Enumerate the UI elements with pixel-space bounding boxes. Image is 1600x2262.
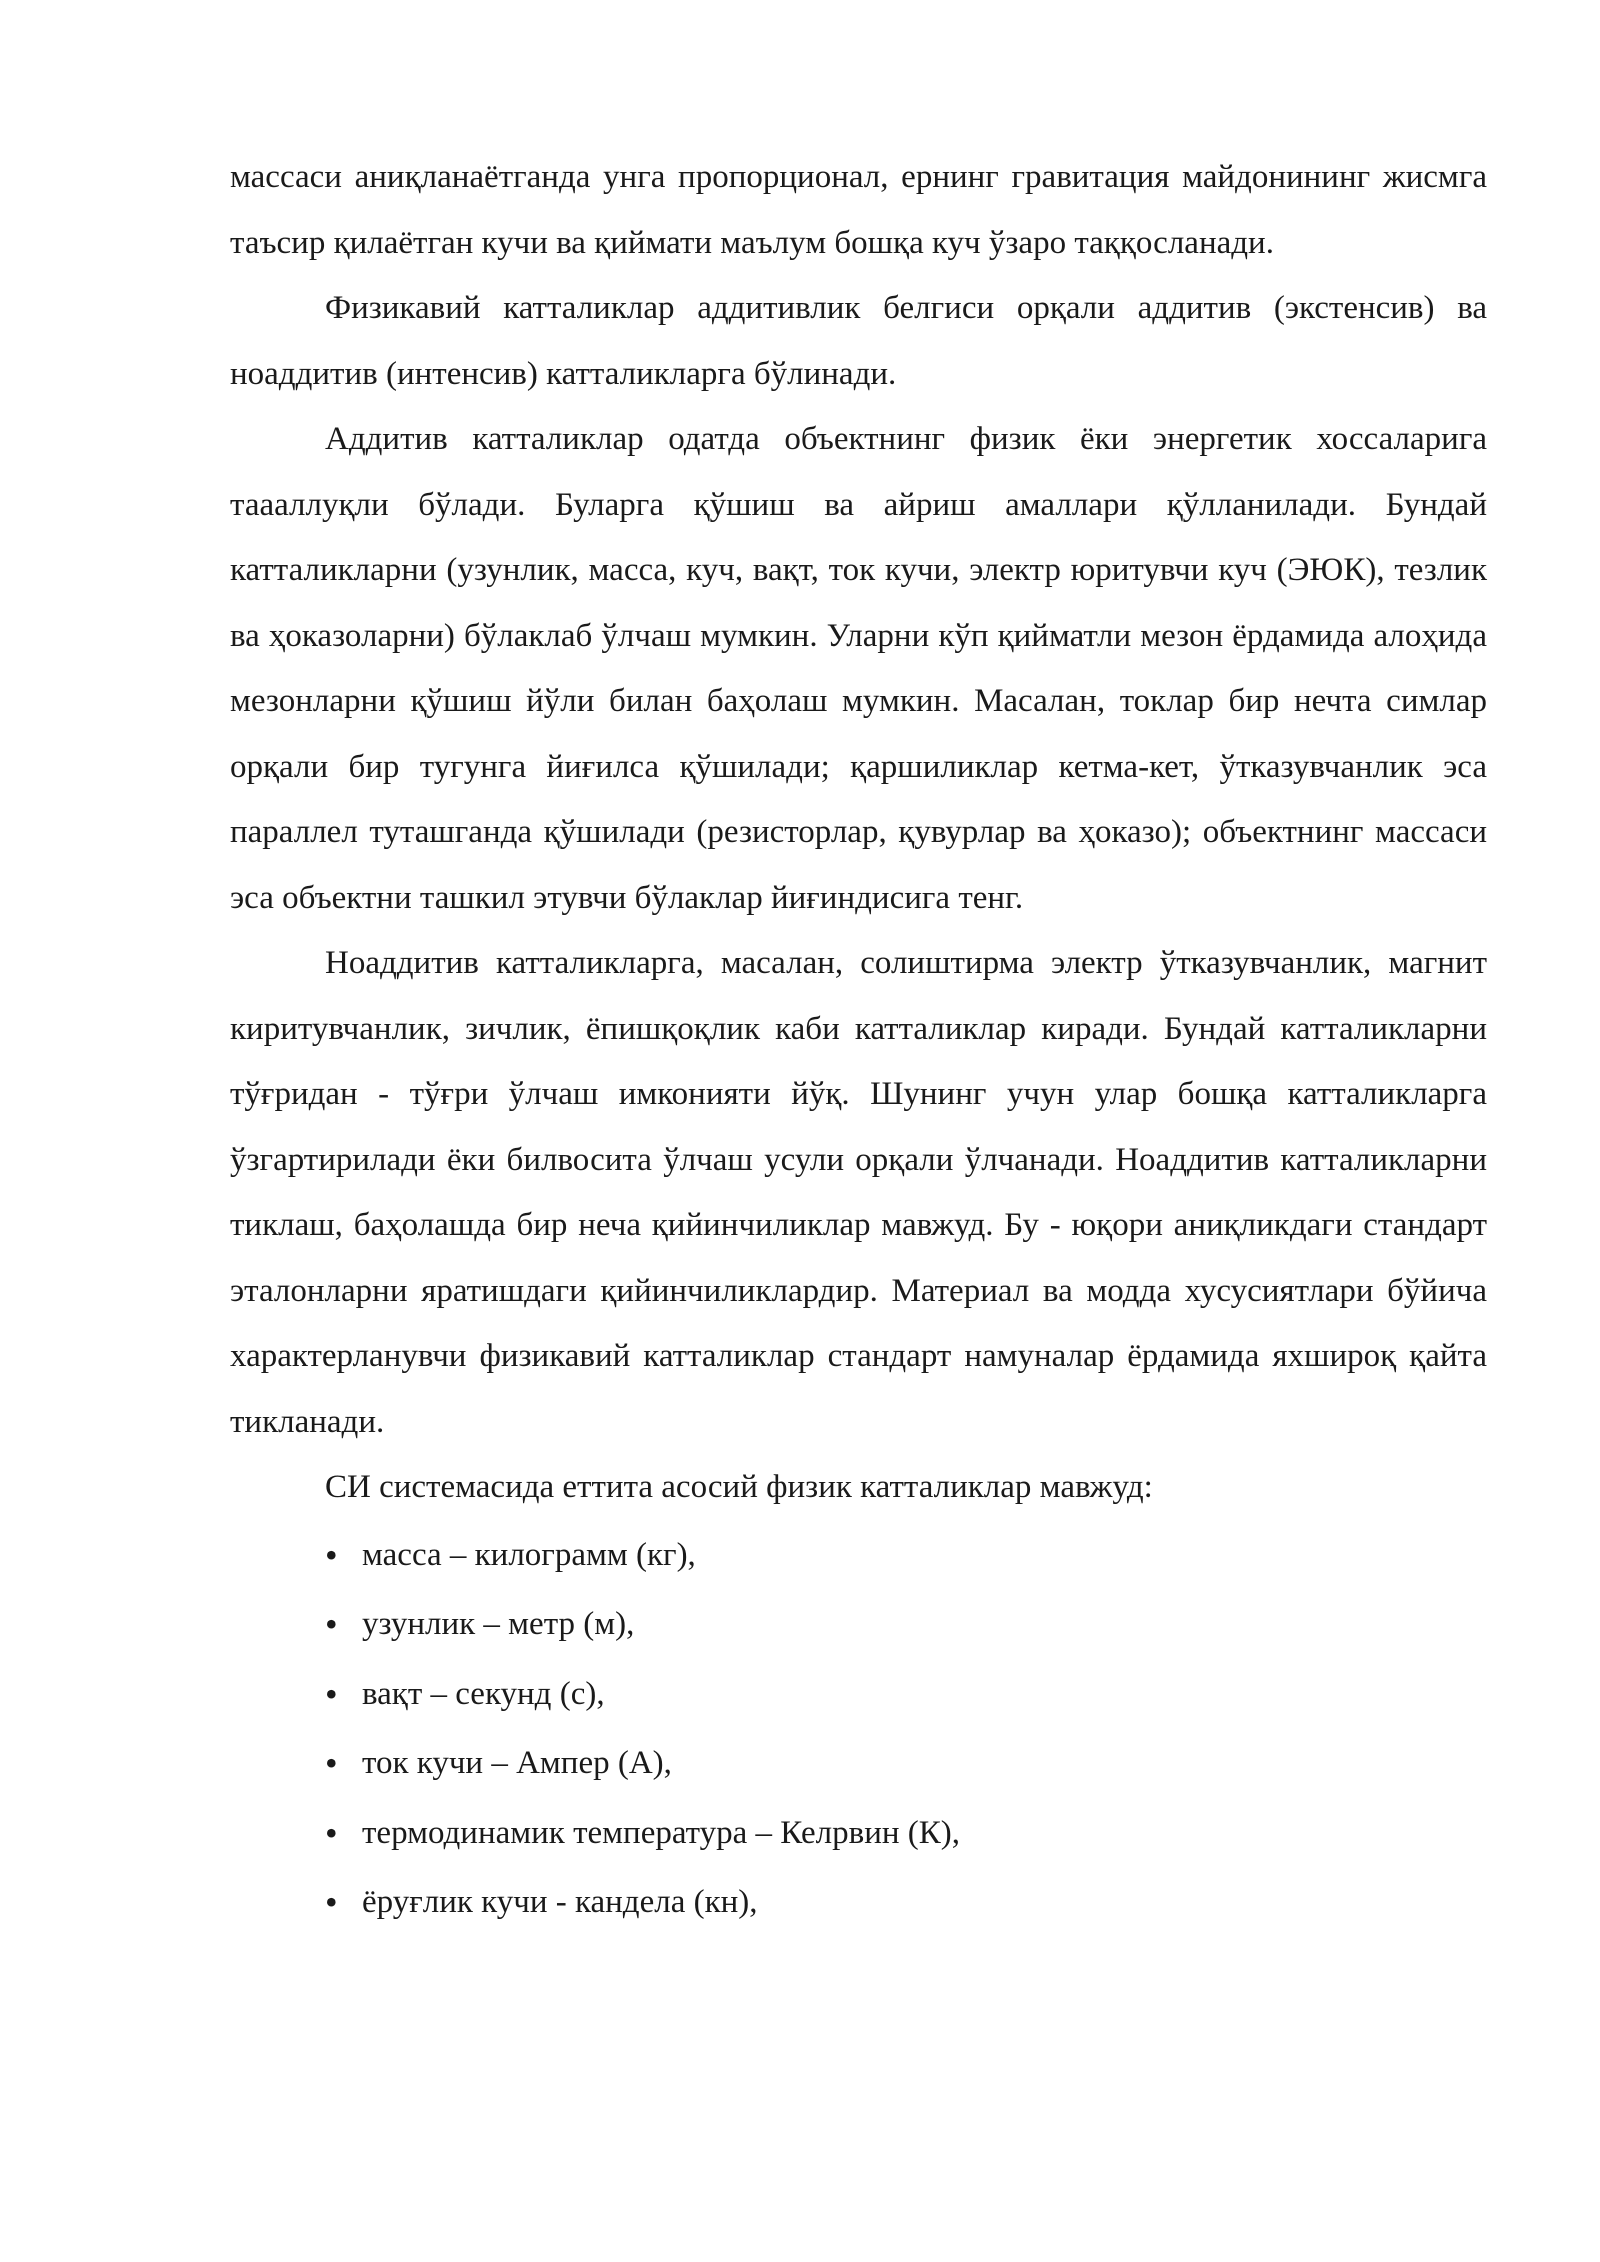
paragraph-si-intro: СИ системасида еттита асосий физик катталиклар мавжуд:: [325, 1469, 1153, 1505]
list-item-current: • ток кучи – Ампер (А),: [325, 1729, 1487, 1799]
paragraph-additive-quantities: Аддитив катталиклар одатда объектнинг физик ёки энергетик хоссаларига таааллуқли бўлади. Буларга қўшиш ва айриш амаллари қўлланилади. Бундай катталикларни (узунлик, масса, куч, вақт, ток кучи, электр юритувчи куч (ЭЮК), тезлик ва ҳоказоларни) бўлаклаб ўлчаш мумкин. Уларни кўп қийматли мезон ёрдамида алоҳида мезонларни қўшиш йўли билан баҳолаш мумкин. Масалан, токлар бир нечта симлар орқали бир тугунга йиғилса қўшилади; қаршиликлар кетма-кет, ўтказувчанлик эса параллел туташганда қўшилади (резисторлар, қувурлар ва ҳоказо); объектнинг массаси эса объектни ташкил этувчи бўлаклар йиғиндисига тенг.: [230, 421, 1487, 916]
paragraph-gravity-comparison: массаси аниқланаётганда унга пропорционал, ернинг гравитация майдонининг жисмга таъсир қилаётган кучи ва қиймати маълум бошқа куч ўзаро таққосланади.: [230, 159, 1487, 261]
list-item-temperature: • термодинамик температура – Келрвин (К),: [325, 1799, 1487, 1869]
list-item-time: • вақт – секунд (с),: [325, 1660, 1487, 1730]
list-item-length: • узунлик – метр (м),: [325, 1590, 1487, 1660]
document-page: [230, 145, 1487, 1938]
list-item-mass: • масса – килограмм (кг),: [325, 1521, 1487, 1591]
si-base-units-list: [230, 1521, 1487, 1938]
list-item-luminous-intensity: • ёруғлик кучи - кандела (кн),: [325, 1868, 1487, 1938]
paragraph-additive-classification: Физикавий катталиклар аддитивлик белгиси орқали аддитив (экстенсив) ва ноаддитив (интенсив) катталикларга бўлинади.: [230, 290, 1487, 392]
paragraph-nonadditive-quantities: Ноаддитив катталикларга, масалан, солиштирма электр ўтказувчанлик, магнит киритувчанлик, зичлик, ёпишқоқлик каби катталиклар киради. Бундай катталикларни тўғридан - тўғри ўлчаш имконияти йўқ. Шунинг учун улар бошқа катталикларга ўзгартирилади ёки билвосита ўлчаш усули орқали ўлчанади. Ноаддитив катталикларни тиклаш, баҳолашда бир неча қийинчиликлар мавжуд. Бу - юқори аниқликдаги стандарт эталонларни яратишдаги қийинчиликлардир. Материал ва модда хусусиятлари бўйича характерланувчи физикавий катталиклар стандарт намуналар ёрдамида яхшироқ қайта тикланади.: [230, 945, 1487, 1440]
